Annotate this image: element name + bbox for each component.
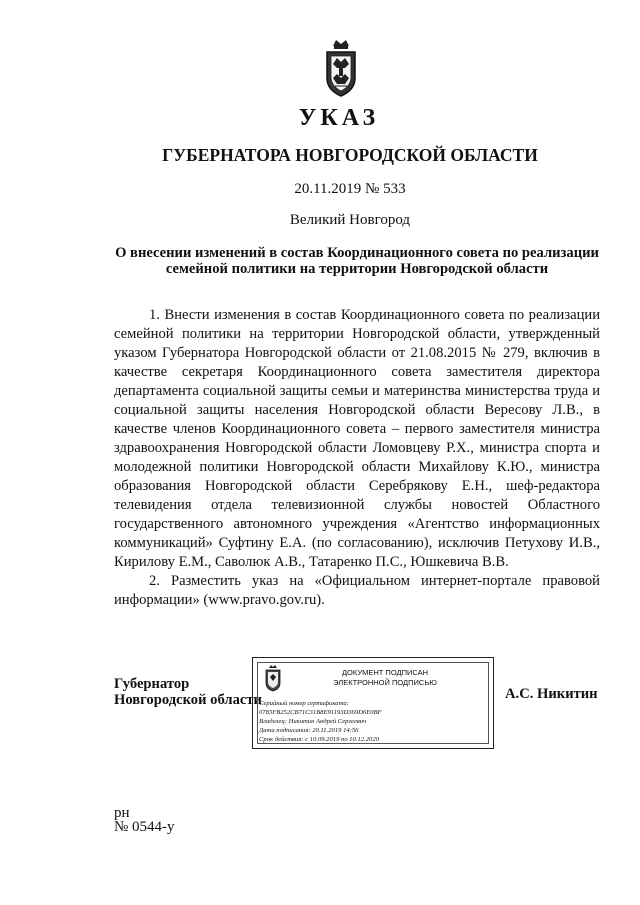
coat-of-arms-icon [321,38,361,98]
electronic-signature-stamp [252,657,494,749]
signature-title-line: Губернатор [114,676,190,692]
body-paragraph-2: 2. Разместить указ на «Официальном интернет-портале правовой информации» (www.pravo.gov.ru). [114,573,600,608]
footer-initials: рн [114,805,130,821]
footer-registration [114,806,175,834]
signature-title [114,676,264,708]
body-paragraph-1: 1. Внести изменения в состав Координационного совета по реализации семейной политики на территории Новгородской области, утвержденный указом Губернатора Новгородской области от 21.08.2015 № 279, включив в качестве секретаря Координационного совета заместителя директора департамента социальной защиты семьи и материнства министерства труда и социальной защиты населения Новгородской области Вересову Л.В., в качестве членов Координационного совета – первого заместителя министра здравоохранения Новгородской области Ломовцеву Р.Х., министра спорта и молодежной политики Новгородской области Михайлову К.Ю., министра образования Новгородской области Серебрякову Е.Н., шеф-редактора телевидения отдела телевизионной службы новостей Областного государственного автономного учреждения «Агентство информационных коммуникаций» Суфтину Е.А. (по согласованию), исключив Петухову И.В., Кирилову Е.М., Саволюк А.В., Татаренко П.С., Юшкевича В.В. [114,307,600,570]
footer-reg-number: № 0544-у [114,819,175,835]
document-heading [114,245,600,277]
stamp-signed-date: Дата подписания: 20.11.2019 14:56 [259,727,359,734]
stamp-validity: Срок действия: с 10.09.2019 по 10.12.2020 [259,736,379,743]
document-date-number: 20.11.2019 № 533 [294,181,406,197]
stamp-coat-of-arms-icon [263,664,283,692]
stamp-cert-number: 0783FB252CB71C31B8E91193D369D6E0BF [259,709,382,716]
document-body [114,306,600,610]
document-subtitle: ГУБЕРНАТОРА НОВГОРОДСКОЙ ОБЛАСТИ [162,145,538,165]
signature-title-line: Новгородской области [114,692,262,708]
stamp-header [289,668,481,688]
heading-line: О внесении изменений в состав Координационного совета по реализации [115,245,599,261]
stamp-owner: Владелец: Никитин Андрей Сергеевич [259,718,367,725]
stamp-details [259,699,491,744]
signer-name: А.С. Никитин [505,686,598,702]
stamp-header-line: ДОКУМЕНТ ПОДПИСАН [341,668,429,677]
document-city: Великий Новгород [289,212,411,228]
stamp-cert-label: Серийный номер сертификата: [259,700,349,707]
heading-line: семейной политики на территории Новгородской области [165,261,549,277]
stamp-header-line: ЭЛЕКТРОННОЙ ПОДПИСЬЮ [333,678,437,687]
document-title: УКАЗ [298,105,380,131]
